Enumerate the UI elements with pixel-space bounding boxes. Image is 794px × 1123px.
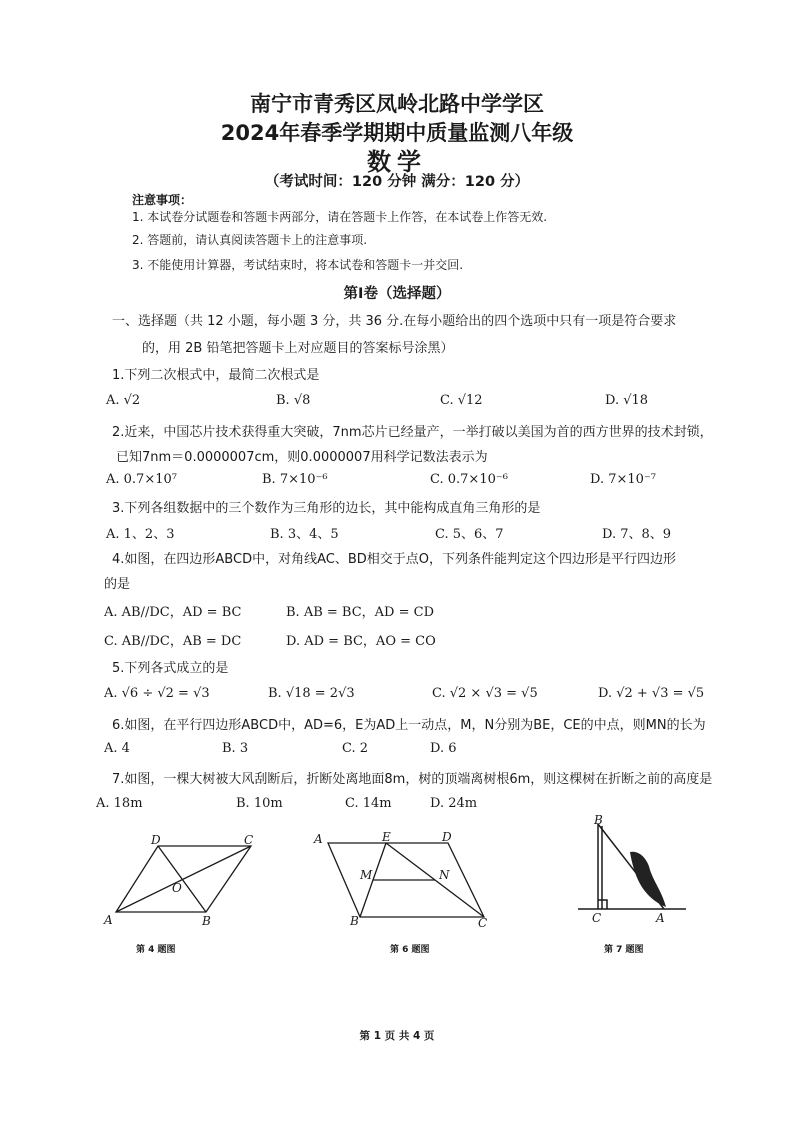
question-3-stem: 3.下列各组数据中的三个数作为三角形的边长，其中能构成直角三角形的是 bbox=[112, 501, 541, 516]
fig7-label-a: A bbox=[656, 911, 665, 925]
note-item-2: 2. 答题前，请认真阅读答题卡上的注意事项. bbox=[132, 233, 368, 247]
fig6-label-m: M bbox=[360, 868, 373, 882]
figure-6-parallelogram bbox=[308, 825, 498, 930]
fig4-label-b: B bbox=[202, 914, 211, 928]
q3-option-b: B. 3、4、5 bbox=[270, 527, 339, 542]
exam-time-score: （考试时间：120 分钟 满分：120 分） bbox=[264, 174, 530, 190]
q1-option-d: D. √18 bbox=[605, 393, 649, 408]
q6-option-c: C. 2 bbox=[342, 741, 369, 756]
notes-heading: 注意事项： bbox=[132, 193, 193, 207]
exam-title: 2024年春季学期期中质量监测八年级 bbox=[220, 121, 574, 145]
fig6-label-n: N bbox=[439, 868, 450, 882]
question-6-stem: 6.如图，在平行四边形ABCD中，AD=6，E为AD上一动点，M，N分别为BE，CE的中点，则MN的长为 bbox=[112, 718, 706, 733]
q5-option-d: D. √2 + √3 = √5 bbox=[598, 686, 705, 701]
q6-option-b: B. 3 bbox=[222, 741, 249, 756]
q6-option-d: D. 6 bbox=[430, 741, 457, 756]
question-2-stem-cont: 已知7nm＝0.0000007cm，则0.0000007用科学记数法表示为 bbox=[116, 450, 488, 465]
fig6-label-e: E bbox=[382, 830, 391, 844]
q3-option-c: C. 5、6、7 bbox=[435, 527, 504, 542]
fig4-label-o: O bbox=[172, 881, 182, 895]
question-4-stem-cont: 的是 bbox=[104, 577, 131, 592]
fig6-label-d: D bbox=[442, 830, 452, 844]
section-title: 第Ⅰ卷（选择题） bbox=[343, 286, 451, 302]
fig6-label-b: B bbox=[350, 914, 359, 928]
q2-option-d: D. 7×10⁻⁷ bbox=[590, 472, 657, 487]
q7-option-c: C. 14m bbox=[345, 796, 392, 811]
fig7-label-b: B bbox=[594, 813, 603, 827]
note-item-3: 3. 不能使用计算器，考试结束时，将本试卷和答题卡一并交回. bbox=[132, 258, 464, 272]
q7-option-d: D. 24m bbox=[430, 796, 478, 811]
q2-option-b: B. 7×10⁻⁶ bbox=[262, 472, 328, 487]
q7-option-b: B. 10m bbox=[236, 796, 283, 811]
q4-option-c: C. AB//DC，AB = DC bbox=[104, 634, 242, 649]
q4-option-d: D. AD = BC，AO = CO bbox=[286, 634, 436, 649]
figure-6-caption: 第 6 题图 bbox=[390, 945, 430, 955]
fig4-label-c: C bbox=[244, 833, 254, 847]
q5-option-b: B. √18 = 2√3 bbox=[268, 686, 355, 701]
section-intro-line1: 一、选择题（共 12 小题，每小题 3 分，共 36 分.在每小题给出的四个选项中只有一项是符合要求 bbox=[112, 314, 677, 329]
q2-option-c: C. 0.7×10⁻⁶ bbox=[430, 472, 508, 487]
subject-title: 数学 bbox=[367, 148, 427, 176]
q6-option-a: A. 4 bbox=[104, 741, 130, 756]
fig4-label-d: D bbox=[151, 833, 161, 847]
figure-7-broken-tree bbox=[578, 812, 688, 927]
q3-option-a: A. 1、2、3 bbox=[106, 527, 175, 542]
q2-option-a: A. 0.7×10⁷ bbox=[106, 472, 177, 487]
fig7-foliage-icon bbox=[630, 852, 666, 907]
q1-option-a: A. √2 bbox=[106, 393, 141, 408]
figure-4-parallelogram bbox=[96, 832, 276, 932]
q5-option-a: A. √6 ÷ √2 = √3 bbox=[104, 686, 210, 701]
figure-7-caption: 第 7 题图 bbox=[604, 945, 644, 955]
note-item-1: 1. 本试卷分试题卷和答题卡两部分，请在答题卡上作答，在本试卷上作答无效. bbox=[132, 210, 548, 224]
school-title: 南宁市青秀区凤岭北路中学学区 bbox=[250, 92, 544, 116]
fig4-label-a: A bbox=[104, 913, 113, 927]
section-intro-line2: 的，用 2B 铅笔把答题卡上对应题目的答案标号涂黑） bbox=[142, 341, 454, 356]
q7-option-a: A. 18m bbox=[96, 796, 143, 811]
question-7-stem: 7.如图，一棵大树被大风刮断后，折断处离地面8m，树的顶端离树根6m，则这棵树在折断之前的高度是 bbox=[112, 772, 713, 787]
question-5-stem: 5.下列各式成立的是 bbox=[112, 661, 229, 676]
question-4-stem: 4.如图，在四边形ABCD中，对角线AC、BD相交于点O，下列条件能判定这个四边形是平行四边形 bbox=[112, 552, 676, 567]
q1-option-b: B. √8 bbox=[276, 393, 311, 408]
fig6-label-a: A bbox=[314, 832, 323, 846]
page-footer: 第 1 页 共 4 页 bbox=[359, 1030, 435, 1042]
question-1-stem: 1.下列二次根式中，最简二次根式是 bbox=[112, 368, 320, 383]
fig7-label-c: C bbox=[592, 911, 602, 925]
q4-option-b: B. AB = BC，AD = CD bbox=[286, 605, 434, 620]
fig6-label-c: C bbox=[478, 916, 488, 930]
q3-option-d: D. 7、8、9 bbox=[602, 527, 672, 542]
q4-option-a: A. AB//DC，AD = BC bbox=[104, 605, 242, 620]
q1-option-c: C. √12 bbox=[440, 393, 483, 408]
question-2-stem: 2.近来，中国芯片技术获得重大突破，7nm芯片已经量产，一举打破以美国为首的西方世界的技术封锁， bbox=[112, 425, 713, 440]
q5-option-c: C. √2 × √3 = √5 bbox=[432, 686, 538, 701]
figure-4-caption: 第 4 题图 bbox=[136, 945, 176, 955]
